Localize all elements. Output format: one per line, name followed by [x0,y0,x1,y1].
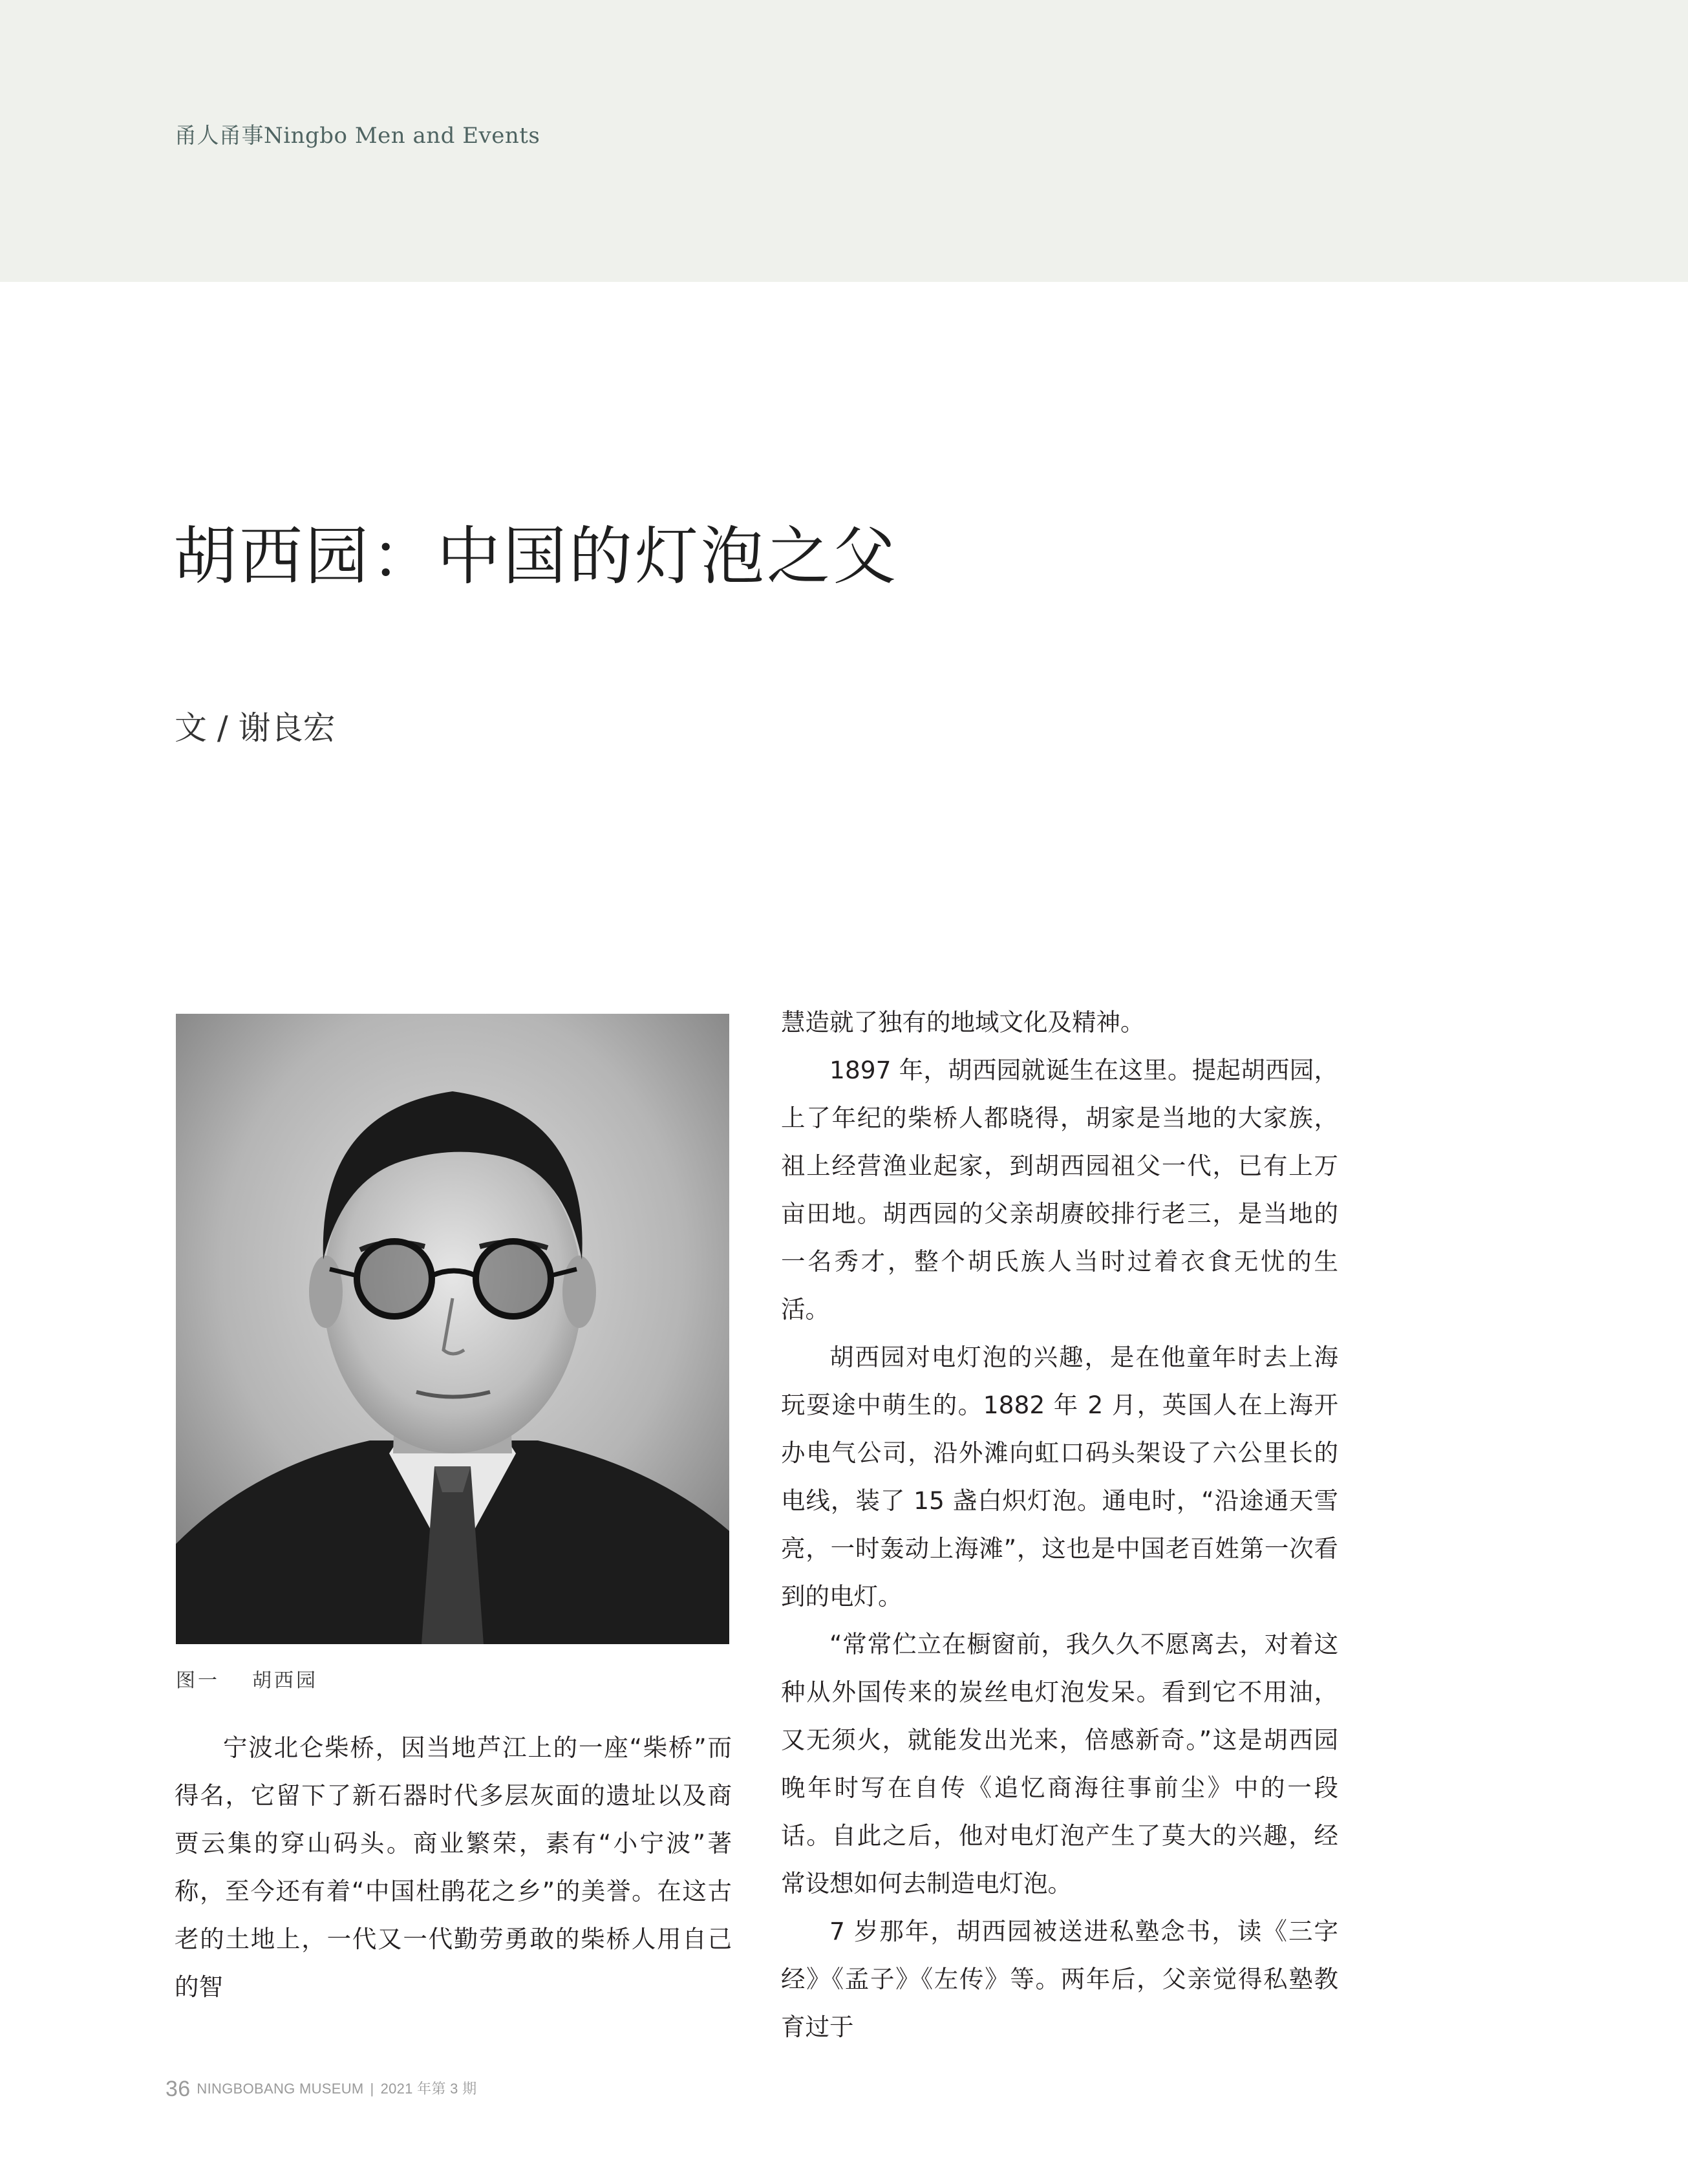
portrait-illustration [176,1014,729,1644]
section-label: 甬人甬事Ningbo Men and Events [175,123,540,149]
byline: 文 / 谢良宏 [175,709,336,747]
portrait-photo [176,1014,729,1644]
page-number: 36 [166,2077,191,2101]
paragraph: 7 岁那年，胡西园被送进私塾念书，读《三字经》《孟子》《左传》等。两年后，父亲觉得私塾教育过于 [781,1917,1338,2041]
magazine-name: NINGBOBANG MUSEUM [197,2081,364,2097]
article-title: 胡西园：中国的灯泡之父 [173,520,899,594]
paragraph: 胡西园对电灯泡的兴趣，是在他童年时去上海玩耍途中萌生的。1882 年 2 月，英国人在上海开办电气公司，沿外滩向虹口码头架设了六公里长的电线，装了 15 盏白炽灯泡。通电时，“沿途通天雪亮，一时轰动上海滩”，这也是中国老百姓第一次看到的电灯。 [781,1343,1338,1611]
paragraph: “常常伫立在橱窗前，我久久不愿离去，对着这种从外国传来的炭丝电灯泡发呆。看到它不用油，又无须火，就能发出光来，倍感新奇。”这是胡西园晚年时写在自传《追忆商海往事前尘》中的一段话。自此之后，他对电灯泡产生了莫大的兴趣，经常设想如何去制造电灯泡。 [781,1630,1338,1898]
paragraph: 宁波北仑柴桥，因当地芦江上的一座“柴桥”而得名，它留下了新石器时代多层灰面的遗址以及商贾云集的穿山码头。商业繁荣，素有“小宁波”著称，至今还有着“中国杜鹃花之乡”的美誉。在这古老的土地上，一代又一代勤劳勇敢的柴桥人用自己的智 [175,1733,732,2001]
page-footer [166,2077,476,2102]
issue-label: 2021 年第 3 期 [380,2081,477,2097]
body-column-left [175,1724,732,2011]
footer-separator: | [370,2081,374,2097]
figure-name: 胡西园 [252,1669,318,1692]
figure-label: 图一 [176,1669,220,1692]
figure-caption [176,1664,318,1693]
paragraph: 慧造就了独有的地域文化及精神。 [781,1008,1145,1036]
body-column-right [781,998,1338,2051]
paragraph: 1897 年，胡西园就诞生在这里。提起胡西园，上了年纪的柴桥人都晓得，胡家是当地的大家族，祖上经营渔业起家，到胡西园祖父一代，已有上万亩田地。胡西园的父亲胡赓皎排行老三，是当地的一名秀才，整个胡氏族人当时过着衣食无忧的生活。 [781,1056,1338,1323]
